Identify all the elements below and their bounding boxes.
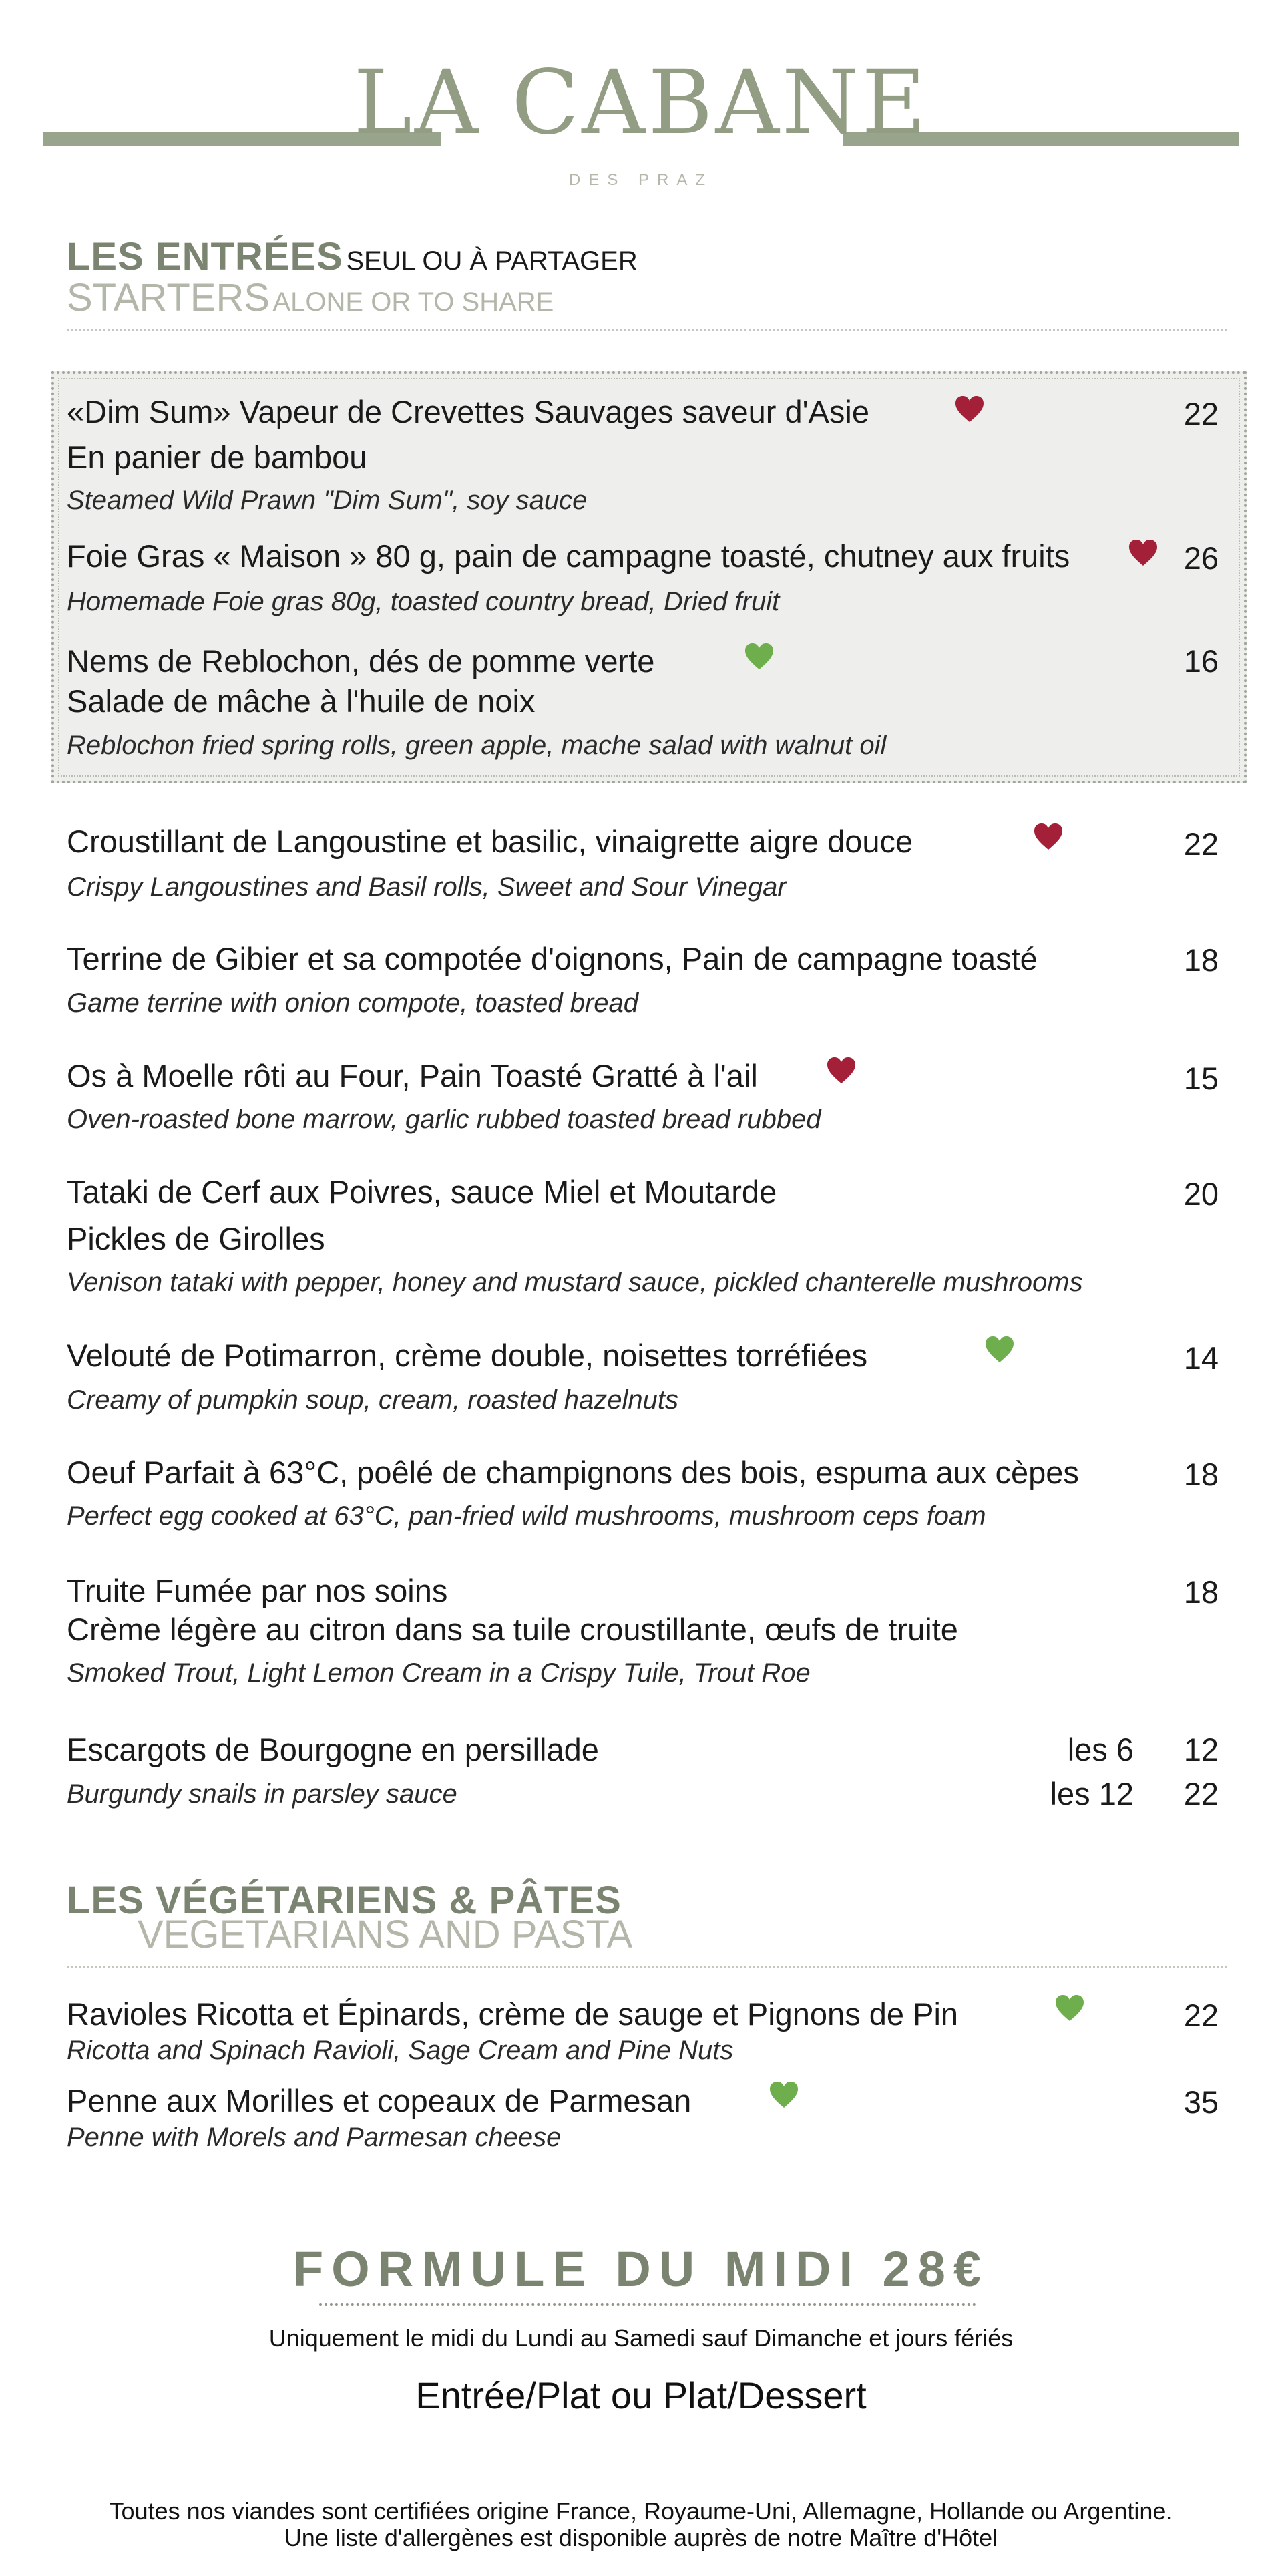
featured-starters-box	[51, 371, 1247, 783]
item-description: Crispy Langoustines and Basil rolls, Sweet and Sour Vinegar	[67, 872, 787, 902]
item-name: Velouté de Potimarron, crème double, noisettes torréfiées	[67, 1338, 868, 1373]
item-price: 18	[1183, 942, 1219, 978]
item-description: Smoked Trout, Light Lemon Cream in a Crispy Tuile, Trout Roe	[67, 1658, 811, 1688]
item-description: Homemade Foie gras 80g, toasted country bread, Dried fruit	[67, 587, 780, 616]
heart-green-icon	[1055, 1994, 1084, 2022]
item-name-line2: Crème légère au citron dans sa tuile croustillante, œufs de truite	[67, 1612, 958, 1647]
starters-title-fr: LES ENTRÉES	[67, 235, 343, 279]
formule-combos: Entrée/Plat ou Plat/Dessert	[415, 2374, 867, 2416]
starters-title-en: STARTERS	[67, 276, 270, 319]
item-name: Nems de Reblochon, dés de pomme verte	[67, 643, 655, 679]
starters-subtitle-en: ALONE OR TO SHARE	[272, 287, 554, 317]
heart-green-icon	[985, 1336, 1014, 1364]
formule-divider	[319, 2303, 976, 2306]
item-price: 14	[1183, 1340, 1219, 1376]
heart-red-icon	[1128, 539, 1158, 567]
item-price: 22	[1183, 1776, 1219, 1811]
item-name: Terrine de Gibier et sa compotée d'oignons, Pain de campagne toasté	[67, 941, 1038, 976]
footer-allergen-note: Une liste d'allergènes est disponible auprès de notre Maître d'Hôtel	[284, 2524, 998, 2551]
item-name: Escargots de Bourgogne en persillade	[67, 1732, 599, 1767]
starters-subtitle-fr: SEUL OU À PARTAGER	[346, 246, 638, 276]
item-description: Game terrine with onion compote, toasted bread	[67, 988, 639, 1018]
item-description: Ricotta and Spinach Ravioli, Sage Cream and Pine Nuts	[67, 2036, 734, 2065]
item-price: 26	[1183, 540, 1219, 576]
item-price: 22	[1183, 1998, 1219, 2033]
formule-title: FORMULE DU MIDI 28€	[292, 2241, 990, 2297]
item-name-line2: En panier de bambou	[67, 439, 367, 475]
item-price: 18	[1183, 1574, 1219, 1610]
item-name: Penne aux Morilles et copeaux de Parmesan	[67, 2083, 692, 2119]
item-description: Creamy of pumpkin soup, cream, roasted hazelnuts	[67, 1385, 678, 1415]
vegetarian-title-fr: LES VÉGÉTARIENS & PÂTES	[67, 1879, 622, 1922]
heart-red-icon	[827, 1057, 856, 1085]
heart-red-icon	[955, 395, 984, 423]
item-description: Reblochon fried spring rolls, green apple, mache salad with walnut oil	[67, 731, 887, 760]
item-description: Steamed Wild Prawn "Dim Sum", soy sauce	[67, 486, 588, 515]
item-name-line2: Salade de mâche à l'huile de noix	[67, 683, 536, 719]
item-description: Penne with Morels and Parmesan cheese	[67, 2123, 562, 2152]
vegetarian-divider	[67, 1966, 1227, 1968]
item-description: Venison tataki with pepper, honey and mustard sauce, pickled chanterelle mushrooms	[67, 1268, 1083, 1297]
starters-header-en	[67, 278, 554, 328]
item-description: Oven-roasted bone marrow, garlic rubbed toasted bread rubbed	[67, 1105, 821, 1134]
item-price: 20	[1183, 1176, 1219, 1212]
item-price: 16	[1183, 643, 1219, 679]
item-name: «Dim Sum» Vapeur de Crevettes Sauvages saveur d'Asie	[67, 394, 869, 429]
starters-divider	[67, 329, 1227, 331]
item-name: Tataki de Cerf aux Poivres, sauce Miel et Moutarde	[67, 1174, 777, 1210]
item-description: Perfect egg cooked at 63°C, pan-fried wild mushrooms, mushroom ceps foam	[67, 1501, 986, 1531]
item-price: 12	[1183, 1732, 1219, 1767]
item-variant: les 6	[1067, 1732, 1134, 1767]
heart-red-icon	[1034, 823, 1063, 851]
restaurant-name: LA CABANE	[353, 51, 929, 154]
heart-green-icon	[769, 2081, 799, 2109]
item-price: 15	[1183, 1061, 1219, 1096]
item-name: Os à Moelle rôti au Four, Pain Toasté Gratté à l'ail	[67, 1058, 758, 1093]
footer-origin-note: Toutes nos viandes sont certifiées origine France, Royaume-Uni, Allemagne, Hollande ou Argentine.	[109, 2497, 1173, 2525]
item-name: Croustillant de Langoustine et basilic, vinaigrette aigre douce	[67, 823, 913, 859]
item-price: 35	[1183, 2084, 1219, 2120]
item-description: Burgundy snails in parsley sauce	[67, 1779, 457, 1809]
item-price: 18	[1183, 1457, 1219, 1492]
item-variant: les 12	[1050, 1776, 1134, 1811]
item-price: 22	[1183, 396, 1219, 431]
item-name-line2: Pickles de Girolles	[67, 1221, 325, 1256]
vegetarian-title-en: VEGETARIANS AND PASTA	[138, 1913, 633, 1956]
item-name: Foie Gras « Maison » 80 g, pain de campagne toasté, chutney aux fruits	[67, 538, 1070, 574]
formule-availability: Uniquement le midi du Lundi au Samedi sauf Dimanche et jours fériés	[268, 2324, 1014, 2352]
item-name: Oeuf Parfait à 63°C, poêlé de champignons des bois, espuma aux cèpes	[67, 1455, 1079, 1490]
restaurant-subtitle: DES PRAZ	[568, 171, 714, 189]
item-name: Ravioles Ricotta et Épinards, crème de sauge et Pignons de Pin	[67, 1996, 959, 2032]
heart-green-icon	[744, 642, 774, 671]
item-name: Truite Fumée par nos soins	[67, 1573, 448, 1608]
item-price: 22	[1183, 826, 1219, 862]
